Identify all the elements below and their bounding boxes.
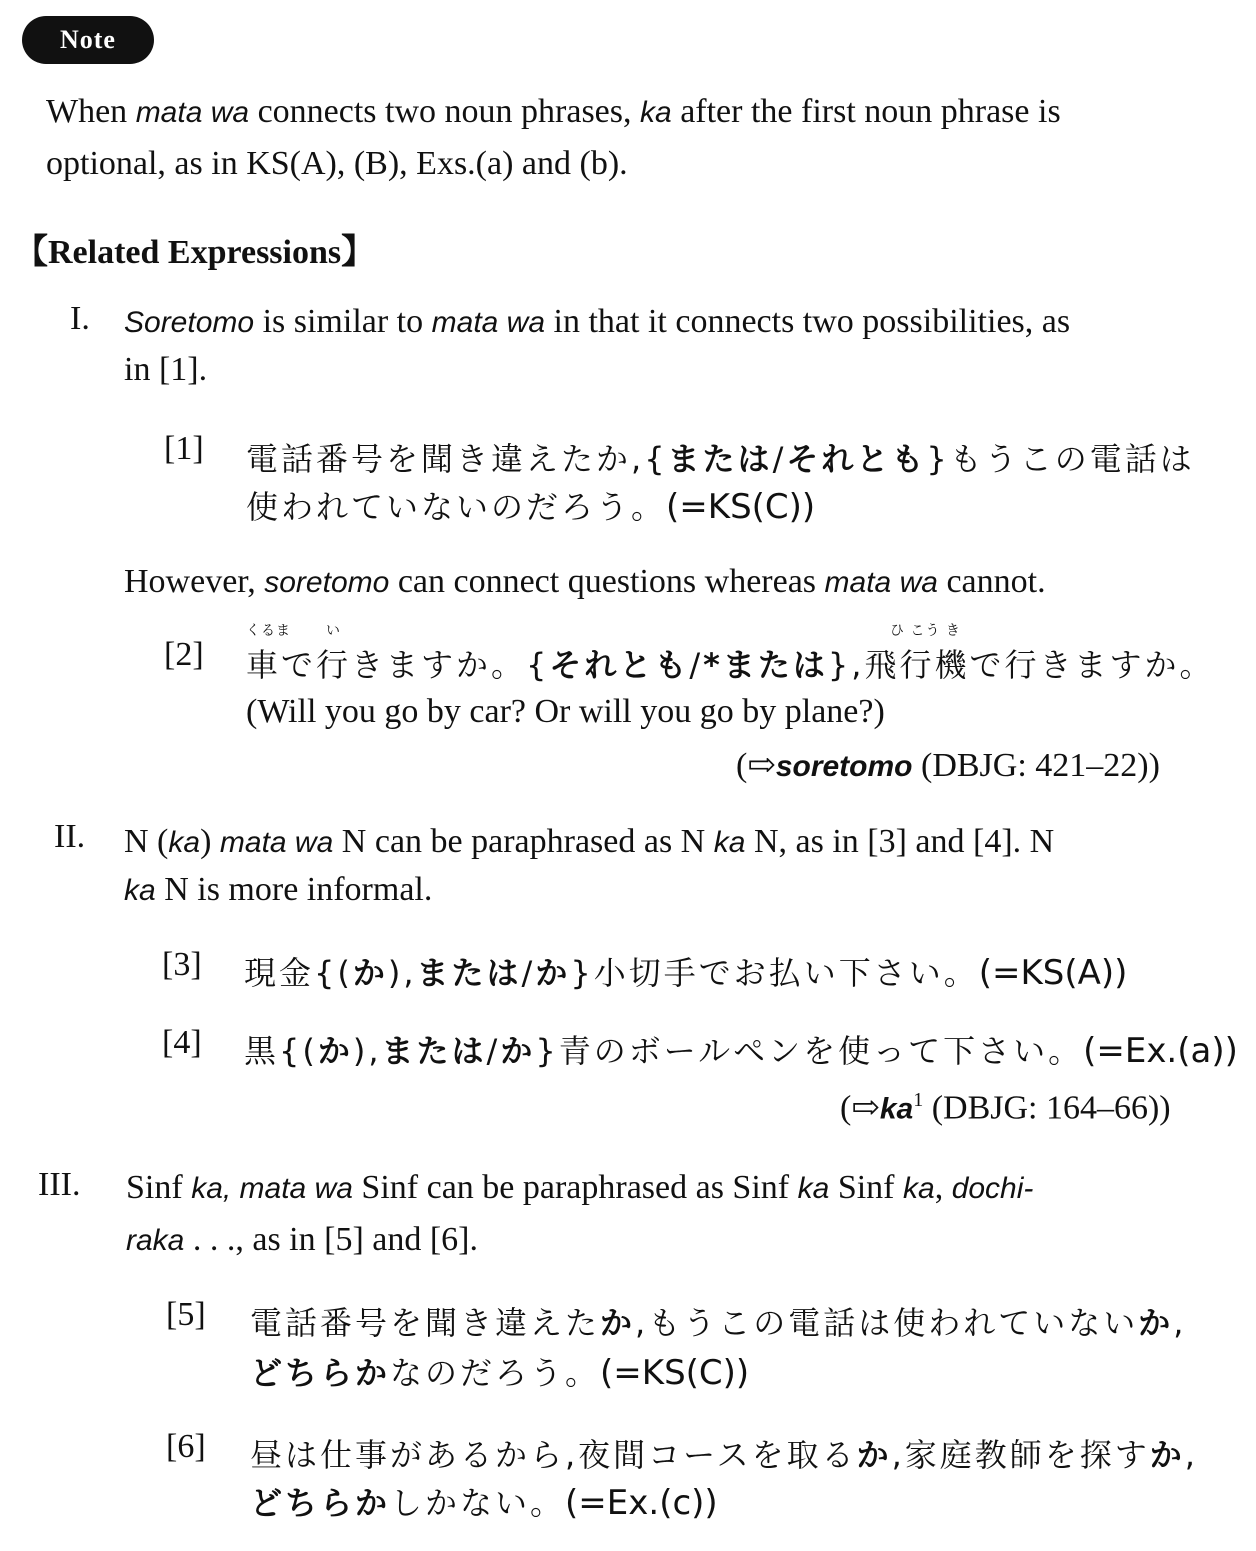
brace: }: [926, 440, 950, 478]
term: ka: [168, 826, 201, 859]
brace: {: [526, 646, 550, 684]
example-1-line-1: [246, 434, 1195, 480]
jp-text: しかない。: [390, 1484, 566, 1522]
text: Sinf: [829, 1169, 903, 1206]
jp-text: 小切手でお払い下さい。: [593, 954, 979, 992]
jp-bold: か: [600, 1304, 636, 1342]
jp-bold: か: [500, 1032, 536, 1070]
term-bold: ka: [879, 1092, 914, 1126]
note-badge: Note: [22, 16, 154, 64]
ex-reference: (=Ex.(c)): [565, 1483, 718, 1523]
jp-text: 電話番号を聞き違えたか,: [246, 440, 645, 478]
brace: {: [644, 440, 668, 478]
text: Sinf: [126, 1169, 192, 1206]
example-2-translation: (Will you go by car? Or will you go by plane?): [246, 693, 885, 730]
brace: }: [535, 1032, 559, 1070]
text: When: [46, 93, 136, 130]
jp-text: 使われていないのだろう。: [246, 488, 667, 526]
example-6-line-1: [250, 1430, 1198, 1476]
term: raka: [126, 1224, 185, 1257]
jp-bold: または: [667, 440, 773, 478]
jp-bold: か: [856, 1436, 892, 1474]
jp-text: ,: [1184, 1436, 1198, 1474]
jp-bold: か: [535, 954, 571, 992]
arrow-icon: (⇨: [736, 747, 776, 784]
however-line: [124, 560, 1046, 605]
ks-reference: (=KS(C)): [600, 1353, 750, 1393]
note-line-1: [46, 90, 1061, 135]
term: ka: [713, 826, 746, 859]
jp-bold: それとも: [786, 440, 927, 478]
text: . . ., as in [5] and [6].: [184, 1221, 479, 1258]
text: N is more informal.: [155, 871, 433, 908]
text: cannot.: [937, 563, 1046, 600]
jp-text: もうこの電話は: [949, 440, 1195, 478]
jp-bold: どちらか: [250, 1354, 391, 1392]
term: mata wa: [219, 826, 334, 859]
text: N, as in [3] and [4]. N: [745, 823, 1055, 860]
text: N (: [124, 823, 169, 860]
text: However,: [124, 563, 265, 600]
example-5-number: [5]: [166, 1296, 206, 1333]
brace: ),: [352, 1032, 382, 1070]
jp-bold: *または: [703, 646, 828, 684]
jp-text: ,もうこの電話は使われていない: [635, 1304, 1139, 1342]
jp-bold: か: [317, 1032, 353, 1070]
term: soretomo: [264, 566, 390, 599]
term: dochi-: [951, 1172, 1034, 1205]
ks-reference: (=KS(A)): [978, 953, 1128, 993]
jp-bold: どちらか: [250, 1484, 391, 1522]
example-1-number: [1]: [164, 430, 204, 467]
superscript: 1: [913, 1089, 924, 1111]
slash: /: [772, 440, 787, 478]
slash: /: [689, 646, 704, 684]
example-2-line-1: [246, 640, 1214, 686]
text: ,: [934, 1169, 952, 1206]
term: ka, mata wa: [191, 1172, 353, 1205]
ka-crossref: [840, 1078, 1171, 1131]
jp-text: 黒: [244, 1032, 280, 1070]
section-1-line-2: in [1].: [124, 351, 208, 388]
example-2-number: [2]: [164, 636, 204, 673]
term: ka: [124, 874, 156, 907]
jp-text: 青のボールペンを使って下さい。: [558, 1032, 1084, 1070]
related-expressions-heading: 【Related Expressions】: [14, 234, 376, 271]
text: in that it connects two possibilities, as: [545, 303, 1071, 340]
term: ka: [640, 96, 672, 129]
ruby-kuruma: くるま: [246, 623, 291, 639]
section-2-numeral: II.: [54, 818, 86, 855]
jp-text: 飛行機で行きますか。: [864, 646, 1215, 684]
brace: }: [570, 954, 594, 992]
example-5-line-2: [250, 1348, 749, 1394]
ruby-hikouki: ひ こう き: [890, 623, 961, 639]
section-2-line-2: [124, 868, 432, 913]
jp-text: ,: [1173, 1304, 1187, 1342]
jp-bold: か: [352, 954, 388, 992]
jp-bold: それとも: [549, 646, 690, 684]
text: (DBJG: 421–22)): [912, 747, 1160, 784]
jp-text: 電話番号を聞き違えた: [250, 1304, 601, 1342]
text: is similar to: [254, 303, 432, 340]
brace: },: [827, 646, 865, 684]
term: ka: [797, 1172, 830, 1205]
jp-bold: または: [381, 1032, 487, 1070]
text: Sinf can be paraphrased as Sinf: [352, 1169, 798, 1206]
text: (DBJG: 164–66)): [923, 1089, 1171, 1127]
section-1-line-1: [124, 300, 1070, 345]
brace: ),: [387, 954, 417, 992]
section-2-line-1: [124, 820, 1054, 865]
soretomo-crossref: [736, 744, 1160, 789]
example-4-number: [4]: [162, 1024, 202, 1061]
brace: {(: [314, 954, 353, 992]
section-3-line-1: [126, 1166, 1033, 1211]
term: mata wa: [135, 96, 250, 129]
ks-reference: (=KS(C)): [666, 487, 816, 527]
ex-reference: (=Ex.(a)): [1083, 1031, 1238, 1071]
section-3-numeral: III.: [38, 1166, 81, 1203]
section-3-line-2: [126, 1218, 478, 1263]
term: ka: [903, 1172, 935, 1205]
example-3-line: [244, 948, 1127, 994]
ruby-i: い: [326, 623, 341, 639]
example-6-line-2: [250, 1478, 718, 1524]
jp-text: ,家庭教師を探す: [891, 1436, 1150, 1474]
term: mata wa: [431, 306, 546, 339]
text: can connect questions whereas: [389, 563, 825, 600]
example-5-line-1: [250, 1298, 1186, 1344]
text: ): [200, 823, 220, 860]
jp-text: 昼は仕事があるから,夜間コースを取る: [250, 1436, 857, 1474]
slash: /: [521, 954, 536, 992]
example-3-number: [3]: [162, 946, 202, 983]
slash: /: [486, 1032, 501, 1070]
brace: {(: [279, 1032, 318, 1070]
text: after the first noun phrase is: [671, 93, 1061, 130]
jp-text: 車で行きますか。: [246, 646, 527, 684]
jp-text: なのだろう。: [390, 1354, 601, 1392]
term-bold: soretomo: [775, 750, 913, 783]
jp-bold: か: [1149, 1436, 1185, 1474]
example-6-number: [6]: [166, 1428, 206, 1465]
term: Soretomo: [124, 306, 255, 339]
section-1-numeral: I.: [70, 300, 90, 337]
text: connects two noun phrases,: [249, 93, 640, 130]
example-4-line: [244, 1026, 1238, 1072]
example-1-line-2: [246, 482, 815, 528]
arrow-icon: (⇨: [840, 1089, 880, 1127]
jp-bold: または: [416, 954, 522, 992]
note-line-2: optional, as in KS(A), (B), Exs.(a) and (b).: [46, 145, 628, 182]
text: N can be paraphrased as N: [333, 823, 714, 860]
jp-text: 現金: [244, 954, 315, 992]
jp-bold: か: [1138, 1304, 1174, 1342]
term: mata wa: [824, 566, 938, 599]
